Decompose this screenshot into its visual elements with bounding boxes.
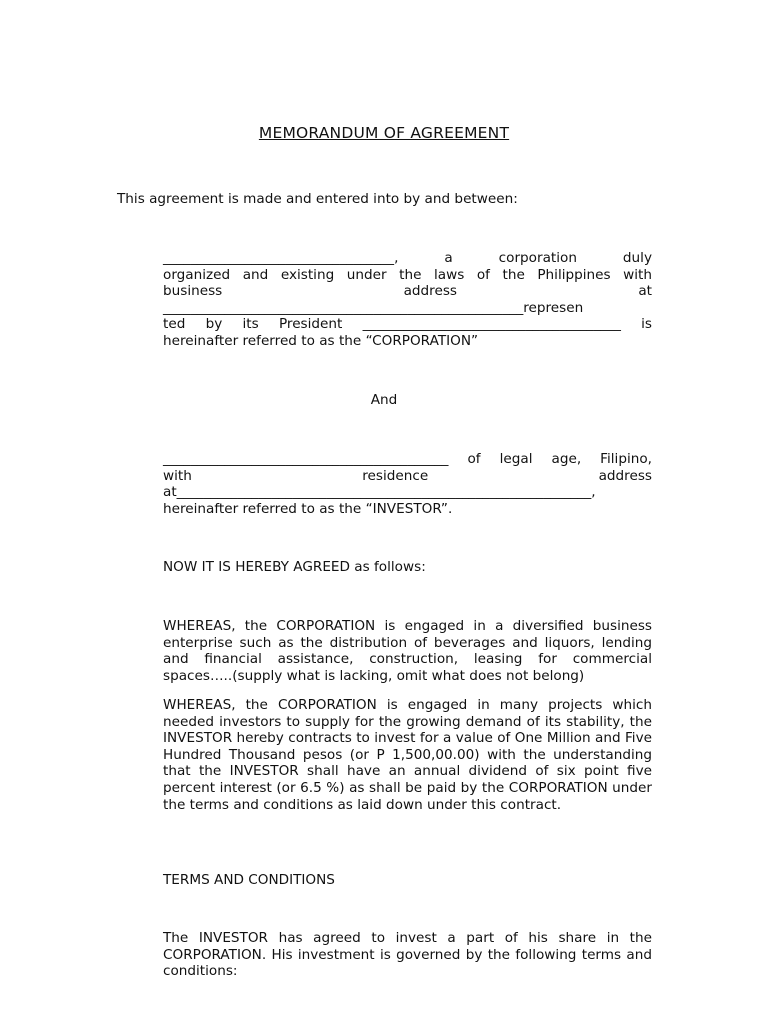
and-separator: And xyxy=(370,392,398,408)
terms-heading: TERMS AND CONDITIONS xyxy=(163,872,335,888)
investor-party-block xyxy=(163,451,652,517)
whereas-paragraph-1: WHEREAS, the CORPORATION is engaged in a diversified business enterprise such as the distribution of beverages and liquors, lending and financial assistance, construction, leasing for commercial spaces…..(supply what is lacking, omit what does not belong) xyxy=(163,618,652,684)
corporation-line-3: business address at xyxy=(163,283,652,300)
corporation-line-5: ted by its President ______________________________________ is xyxy=(163,316,652,333)
corporation-party-block xyxy=(163,250,652,350)
terms-paragraph: The INVESTOR has agreed to invest a part of his share in the CORPORATION. His investment is governed by the following terms and conditions: xyxy=(163,930,652,980)
investor-line-1: __________________________________________ of legal age, Filipino, xyxy=(163,451,652,467)
corporation-line-1: __________________________________, a corporation duly xyxy=(163,250,652,266)
document-title: MEMORANDUM OF AGREEMENT xyxy=(258,124,510,142)
investor-line-2: with residence address xyxy=(163,467,652,484)
investor-line-4: hereinafter referred to as the “INVESTOR”. xyxy=(163,500,453,517)
corporation-line-4: _____________________________________________________represen xyxy=(163,299,584,316)
whereas-paragraph-2: WHEREAS, the CORPORATION is engaged in many projects which needed investors to supply for the growing demand of its stability, the INVESTOR hereby contracts to invest for a value of One Million and Five Hundred Thousand pesos (or P 1,500,00.00) with the understanding that the INVESTOR shall have an annual dividend of six point five percent interest (or 6.5 %) as shall be paid by the CORPORATION under the terms and conditions as laid down under this contract. xyxy=(163,697,652,813)
intro-paragraph: This agreement is made and entered into by and between: xyxy=(117,191,518,207)
investor-line-3: at_____________________________________________________________, xyxy=(163,484,596,501)
corporation-line-6: hereinafter referred to as the “CORPORATION” xyxy=(163,332,479,349)
corporation-line-2: organized and existing under the laws of the Philippines with xyxy=(163,266,652,283)
agreed-heading: NOW IT IS HEREBY AGREED as follows: xyxy=(163,559,426,575)
